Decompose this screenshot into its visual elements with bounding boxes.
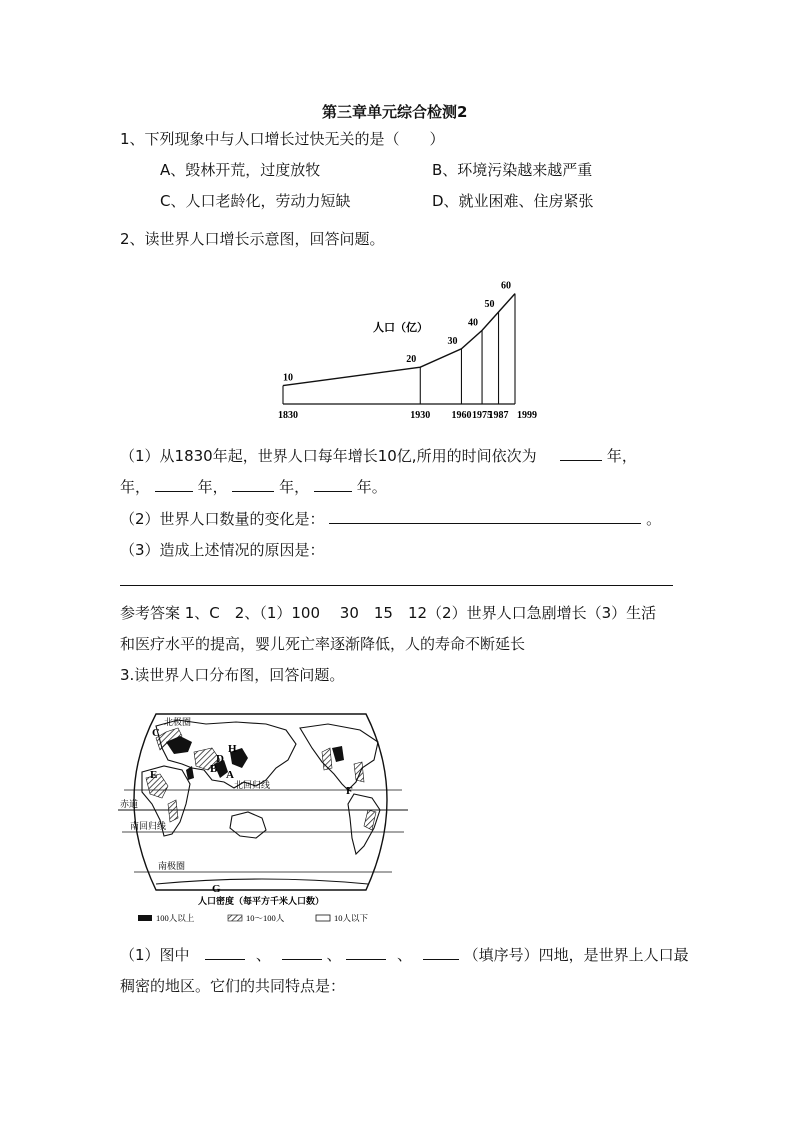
map-label-b: B [210,763,218,775]
answer-blank-5[interactable] [329,509,641,524]
year-unit-4: 年， [279,478,310,496]
q3-blank-3[interactable] [346,945,386,960]
q3-stem: 3.读世界人口分布图，回答问题。 [120,666,345,684]
chart-x-label-1987: 1987 [488,410,509,421]
equator-label: 赤道 [120,799,139,809]
antarctic-circle-label: 南极圈 [158,861,186,871]
answer-line-6[interactable] [120,585,673,586]
chart-value-label-40: 40 [468,317,479,329]
q2-sub1-line [120,445,637,466]
answer-key-line-1: 参考答案 1、C 2、（1）100 30 15 12（2）世界人口急剧增长（3）生活 [120,604,657,622]
answer-key-line-2: 和医疗水平的提高，婴儿死亡率逐渐降低，人的寿命不断延长 [120,635,526,653]
world-population-map [116,708,410,933]
year-unit-5: 年。 [356,478,387,496]
chart-x-label-1830: 1830 [278,410,298,421]
q2-sub1-line2 [120,476,387,497]
year-unit-1: 年， [606,447,637,465]
chart-ylabel: 人口（亿） [373,322,428,334]
year-unit-3: 年， [197,478,228,496]
map-label-f: F [346,785,353,797]
map-label-h: H [228,743,237,755]
chart-series-line [283,294,515,386]
q3-sep-1: 、 [255,946,271,964]
q1-stem: 1、下列现象中与人口增长过快无关的是（ ） [120,130,445,148]
q2-stem: 2、读世界人口增长示意图，回答问题。 [120,230,385,248]
answer-blank-2[interactable] [155,477,193,492]
arctic-circle-label: 北极圈 [164,717,192,727]
map-label-e: E [150,769,158,781]
q1-option-b: B、环境污染越来越严重 [432,161,593,179]
q2-sub3-text: （3）造成上述情况的原因是： [120,541,325,559]
chart-value-label-60: 60 [501,280,511,292]
legend-label-medium: 10～100人 [246,913,285,923]
answer-blank-1[interactable] [560,446,602,461]
chart-x-label-1999: 1999 [517,410,537,421]
chart-value-label-20: 20 [406,354,417,366]
chart-x-label-1930: 1930 [410,410,431,421]
answer-blank-3[interactable] [232,477,274,492]
q2-sub2-text: （2）世界人口数量的变化是： [120,510,325,528]
q3-sub1-line [120,944,689,965]
map-label-c: C [152,727,160,739]
year-unit-2: 年， [120,478,151,496]
map-label-a: A [226,769,234,781]
map-label-d: D [216,753,224,765]
chart-value-label-50: 50 [484,299,495,310]
legend-label-sparse: 10人以下 [334,913,369,923]
q3-sep-3: 、 [397,946,413,964]
tropic-capricorn-label: 南回归线 [130,821,167,831]
q3-blank-2[interactable] [282,945,322,960]
q3-sub1-line2: 稠密的地区。它们的共同特点是： [120,977,346,995]
legend-swatch-dense [138,915,152,921]
q3-blank-1[interactable] [205,945,245,960]
q1-option-d: D、就业困难、住房紧张 [432,192,594,210]
legend-swatch-medium [228,915,242,921]
q2-sub2-end: 。 [646,510,662,528]
chart-x-label-1975: 1975 [472,410,493,421]
q1-option-c: C、人口老龄化，劳动力短缺 [160,192,351,210]
chart-value-label-10: 10 [283,372,293,384]
q3-blank-4[interactable] [423,945,459,960]
chart-value-label-30: 30 [447,335,458,347]
map-label-g: G [212,883,221,895]
legend-swatch-sparse [316,915,330,921]
tropic-cancer-label: 北回归线 [234,780,271,790]
q2-sub2-line [120,508,661,529]
q1-option-a: A、毁林开荒，过度放牧 [160,161,321,179]
answer-blank-4[interactable] [314,477,352,492]
legend-title: 人口密度（每平方千米人口数） [198,896,325,906]
population-growth-chart [265,262,565,427]
page-title: 第三章单元综合检测2 [322,103,468,121]
chart-x-label-1960: 1960 [451,410,472,421]
legend-label-dense: 100人以上 [156,913,195,923]
q2-sub1-text: （1）从1830年起，世界人口每年增长10亿,所用的时间依次为 [120,447,537,465]
q3-sub1-text: （1）图中 [120,946,190,964]
q3-sub1-text-b: （填序号）四地，是世界上人口最 [463,946,689,964]
q3-sep-2: 、 [326,946,342,964]
